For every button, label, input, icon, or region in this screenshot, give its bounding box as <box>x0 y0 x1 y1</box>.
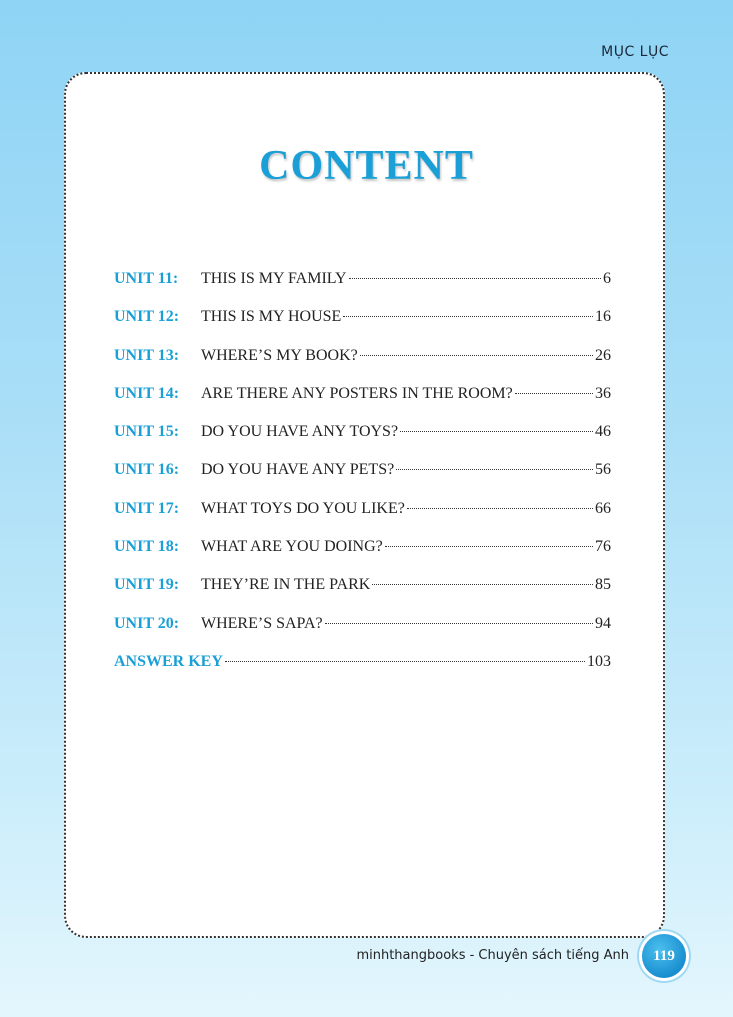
page-number: 76 <box>595 538 611 556</box>
footer-publisher-text: minhthangbooks - Chuyên sách tiếng Anh <box>356 948 629 963</box>
entry-title: ARE THERE ANY POSTERS IN THE ROOM? <box>201 384 513 402</box>
entry-title: DO YOU HAVE ANY TOYS? <box>201 423 399 441</box>
page-number: 6 <box>603 270 611 287</box>
dot-leader <box>225 661 585 662</box>
entry-title: THEY’RE IN THE PARK <box>201 576 371 594</box>
page-number: 26 <box>595 346 611 364</box>
page-number: 16 <box>595 308 611 326</box>
entry-title: WHAT TOYS DO YOU LIKE? <box>201 499 405 517</box>
dot-leader <box>400 431 593 432</box>
page-number: 66 <box>595 499 611 517</box>
unit-label: UNIT 16: <box>114 461 180 479</box>
table-of-contents <box>114 270 611 691</box>
dot-leader <box>385 546 593 547</box>
dot-leader <box>349 278 601 279</box>
entry-title: WHERE’S SAPA? <box>201 614 323 632</box>
unit-label: UNIT 18: <box>114 538 180 556</box>
toc-row-unit-13[interactable] <box>114 347 611 385</box>
toc-row-unit-16[interactable] <box>114 461 611 499</box>
entry-title: THIS IS MY HOUSE <box>201 308 342 326</box>
page-number: 46 <box>595 423 611 441</box>
toc-row-unit-17[interactable] <box>114 500 611 538</box>
unit-label: UNIT 13: <box>114 346 180 364</box>
dot-leader <box>372 584 593 585</box>
answer-key-label: ANSWER KEY <box>114 652 223 670</box>
unit-label: UNIT 17: <box>114 499 180 517</box>
section-label: MỤC LỤC <box>601 44 669 60</box>
toc-row-unit-11[interactable] <box>114 270 611 308</box>
unit-label: UNIT 12: <box>114 308 180 326</box>
entry-title: WHAT ARE YOU DOING? <box>201 538 383 556</box>
toc-row-answer-key[interactable] <box>114 653 611 691</box>
page-number: 85 <box>595 576 611 594</box>
unit-label: UNIT 20: <box>114 614 180 632</box>
page-number: 94 <box>595 614 611 632</box>
page-number: 36 <box>595 384 611 402</box>
dot-leader <box>325 623 593 624</box>
toc-row-unit-12[interactable] <box>114 308 611 346</box>
dot-leader <box>360 355 593 356</box>
toc-row-unit-19[interactable] <box>114 576 611 614</box>
dot-leader <box>343 316 593 317</box>
page-title: CONTENT <box>259 143 474 189</box>
unit-label: UNIT 11: <box>114 270 179 287</box>
unit-label: UNIT 15: <box>114 423 180 441</box>
toc-row-unit-14[interactable] <box>114 385 611 423</box>
dot-leader <box>407 508 593 509</box>
entry-title: DO YOU HAVE ANY PETS? <box>201 461 395 479</box>
unit-label: UNIT 19: <box>114 576 180 594</box>
toc-row-unit-18[interactable] <box>114 538 611 576</box>
dot-leader <box>396 469 593 470</box>
entry-title: WHERE’S MY BOOK? <box>201 346 358 364</box>
toc-row-unit-20[interactable] <box>114 615 611 653</box>
page-number-badge: 119 <box>642 934 686 978</box>
page-number: 103 <box>587 652 611 670</box>
dot-leader <box>515 393 593 394</box>
toc-row-unit-15[interactable] <box>114 423 611 461</box>
unit-label: UNIT 14: <box>114 384 180 402</box>
entry-title: THIS IS MY FAMILY <box>201 270 347 287</box>
page-number: 56 <box>595 461 611 479</box>
